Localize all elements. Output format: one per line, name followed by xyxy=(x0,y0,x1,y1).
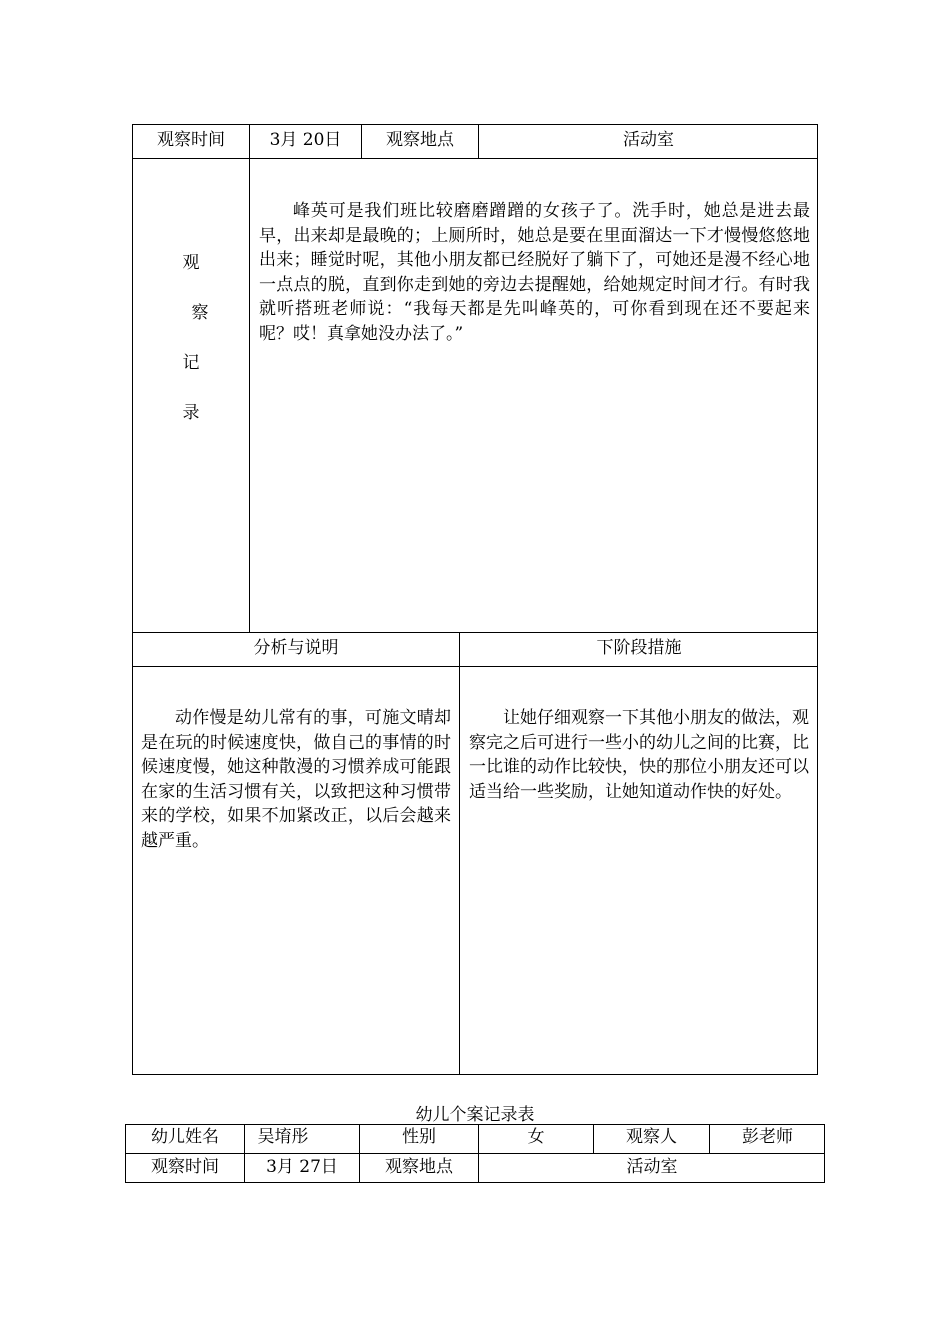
measures-text: 让她仔细观察一下其他小朋友的做法，观察完之后可进行一些小的幼儿之间的比赛，比一比谁的动作比较快，快的那位小朋友还可以适当给一些奖励，让她知道动作快的好处。 xyxy=(469,708,809,802)
table-title: 幼儿个案记录表 xyxy=(415,1105,535,1125)
header-row-divider xyxy=(132,158,818,159)
record-label-char: 录 xyxy=(182,403,200,423)
observation-time-value: 3月 20日 xyxy=(269,130,342,150)
record-label-char: 记 xyxy=(182,353,200,373)
child-name-value: 吴堉彤 xyxy=(257,1127,309,1147)
observation-time-value: 3月 27日 xyxy=(266,1157,338,1177)
gender-label: 性别 xyxy=(402,1127,436,1147)
record-label-divider xyxy=(249,158,250,632)
observation-place-label: 观察地点 xyxy=(386,130,454,150)
subheader-divider xyxy=(132,666,818,667)
analysis-text: 动作慢是幼儿常有的事，可施文晴却是在玩的时候速度快，做自己的事情的时候速度慢，她这种散漫的习惯养成可能跟在家的生活习惯有关，以致把这种习惯带来的学校，如果不加紧改正，以后会越来越严重。 xyxy=(141,708,451,851)
observation-place-value: 活动室 xyxy=(623,130,674,150)
observer-value: 彭老师 xyxy=(742,1127,793,1147)
observation-place-label: 观察地点 xyxy=(385,1157,453,1177)
record-text: 峰英可是我们班比较磨磨蹭蹭的女孩子了。洗手时，她总是进去最早，出来却是最晚的；上厕所时，她总是要在里面溜达一下才慢慢悠悠地出来；睡觉时呢，其他小朋友都已经脱好了躺下了，可她还是漫不经心地一点点的脱，直到你走到她的旁边去提醒她，给她规定时间才行。有时我就听搭班老师说：“我每天都是先叫峰英的，可你看到现在还不要起来呢？哎！真拿她没办法了。” xyxy=(259,201,810,344)
observer-label: 观察人 xyxy=(626,1127,677,1147)
observation-time-label: 观察时间 xyxy=(151,1157,219,1177)
record-label-char: 察 xyxy=(191,303,209,323)
observation-time-label: 观察时间 xyxy=(157,130,225,150)
analysis-label: 分析与说明 xyxy=(253,638,339,658)
column-divider xyxy=(459,632,460,1075)
child-name-label: 幼儿姓名 xyxy=(151,1127,219,1147)
measures-label: 下阶段措施 xyxy=(596,638,682,658)
observation-place-value: 活动室 xyxy=(626,1157,678,1177)
gender-value: 女 xyxy=(527,1127,545,1147)
record-label-char: 观 xyxy=(182,253,200,273)
